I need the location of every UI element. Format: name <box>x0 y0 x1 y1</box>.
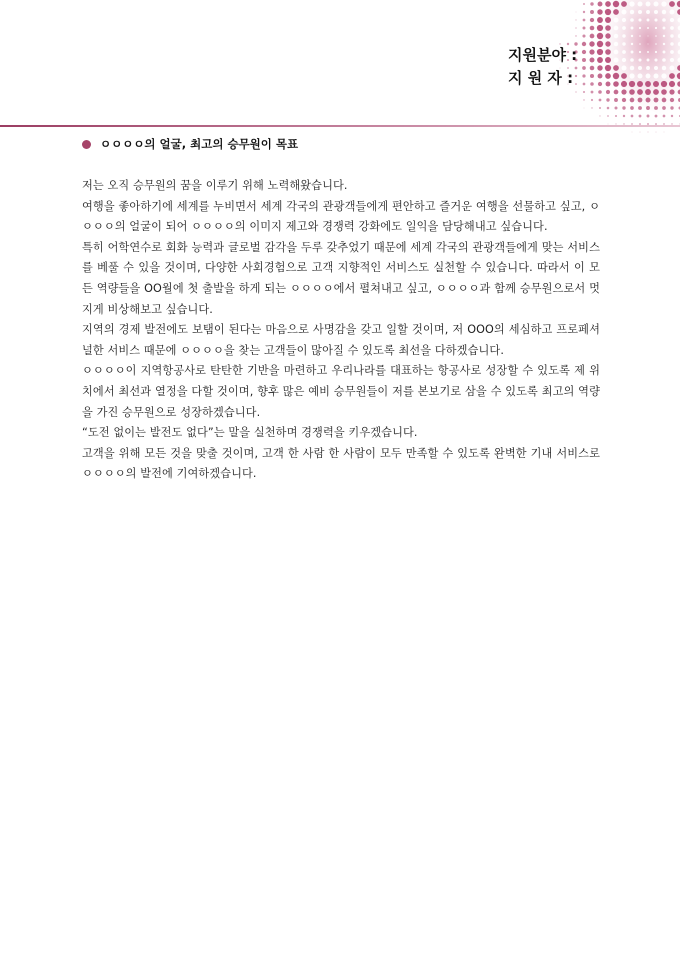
halftone-dot <box>670 26 674 30</box>
halftone-dot <box>661 81 667 87</box>
halftone-dot <box>663 115 666 118</box>
halftone-dot <box>606 82 611 87</box>
halftone-dot <box>605 1 611 7</box>
halftone-dot <box>646 98 651 103</box>
halftone-dot <box>621 1 627 7</box>
halftone-dot <box>663 43 665 45</box>
section-heading <box>82 136 298 152</box>
halftone-dot <box>614 42 618 46</box>
essay-body <box>82 176 600 485</box>
halftone-dot <box>591 91 594 94</box>
halftone-dot <box>575 19 576 20</box>
halftone-dot <box>646 106 650 110</box>
paragraph: 지역의 경제 발전에도 보탬이 된다는 마음으로 사명감을 갖고 일할 것이며, 저 OOO의 세심하고 프로페셔널한 서비스 때문에 ㅇㅇㅇㅇ을 찾는 고객들이 많아질 수 있도록 최선을 다하겠습니다. <box>82 323 600 357</box>
paragraph: 여행을 좋아하기에 세계를 누비면서 세계 각국의 관광객들에게 편안하고 즐거운 여행을 선물하고 싶고, ㅇㅇㅇㅇ의 얼굴이 되어 ㅇㅇㅇㅇ의 이미지 제고와 경쟁력 강화에도 일익을 담당해내고 싶습니다. <box>82 199 600 234</box>
halftone-dot <box>645 81 651 87</box>
halftone-dot <box>622 50 626 54</box>
halftone-dot <box>669 73 675 79</box>
halftone-dot <box>630 66 634 70</box>
halftone-dot <box>613 1 619 7</box>
halftone-dot <box>605 17 611 23</box>
halftone-dot <box>605 73 611 79</box>
halftone-dot <box>590 10 594 14</box>
halftone-dot <box>622 42 625 45</box>
halftone-dot <box>622 66 627 71</box>
halftone-dot <box>670 66 675 71</box>
halftone-dot <box>653 81 659 87</box>
halftone-dot <box>637 81 643 87</box>
halftone-dot <box>622 18 626 22</box>
header-divider <box>0 125 680 127</box>
halftone-dot <box>605 33 610 38</box>
halftone-dot <box>639 51 641 53</box>
halftone-dot <box>647 115 650 118</box>
halftone-dot <box>631 35 633 37</box>
halftone-dot <box>583 99 584 100</box>
halftone-dot <box>629 81 635 87</box>
halftone-dot <box>630 58 634 62</box>
applicant-header <box>508 44 577 90</box>
halftone-dot <box>655 115 658 118</box>
halftone-dot <box>655 43 657 45</box>
halftone-dot <box>661 89 667 95</box>
halftone-dot <box>605 49 611 55</box>
halftone-dot <box>613 65 619 71</box>
halftone-dot <box>582 42 586 46</box>
halftone-dot <box>655 51 657 53</box>
halftone-dot <box>576 12 577 13</box>
halftone-dot <box>630 98 635 103</box>
halftone-dot <box>629 89 635 95</box>
halftone-dot <box>582 34 585 37</box>
halftone-dot <box>590 74 594 78</box>
halftone-dot <box>670 34 673 37</box>
halftone-dot <box>597 25 603 31</box>
halftone-dot <box>613 17 618 22</box>
halftone-dot <box>655 35 657 37</box>
halftone-dot <box>598 90 602 94</box>
halftone-dot <box>639 115 642 118</box>
applicant-name-label: 지 원 자 : <box>508 69 574 87</box>
halftone-dot <box>597 9 602 14</box>
halftone-dot <box>669 81 675 87</box>
halftone-dot <box>614 98 618 102</box>
halftone-dot <box>622 34 625 37</box>
halftone-dot <box>590 66 595 71</box>
halftone-dot <box>630 10 634 14</box>
halftone-dot <box>662 10 666 14</box>
halftone-dot <box>622 98 626 102</box>
halftone-dot <box>654 98 659 103</box>
halftone-dot <box>654 66 658 70</box>
halftone-dot <box>664 132 665 133</box>
halftone-dot <box>646 66 650 70</box>
halftone-dot <box>599 107 601 109</box>
halftone-dot <box>590 2 593 5</box>
halftone-dot <box>631 27 634 30</box>
halftone-dot <box>605 25 611 31</box>
halftone-dot <box>597 17 603 23</box>
halftone-dot <box>654 18 657 21</box>
halftone-dot <box>630 18 634 22</box>
halftone-dot <box>670 42 673 45</box>
halftone-dot <box>584 108 585 109</box>
halftone-dot <box>575 91 576 92</box>
halftone-dot <box>590 82 594 86</box>
halftone-dot <box>622 58 626 62</box>
halftone-dot <box>631 51 634 54</box>
halftone-dot <box>629 73 634 78</box>
halftone-dot <box>670 106 673 109</box>
halftone-dot <box>597 49 603 55</box>
halftone-dot <box>638 2 643 7</box>
halftone-dot <box>589 41 594 46</box>
halftone-dot <box>582 58 586 62</box>
halftone-dot <box>638 106 642 110</box>
halftone-dot <box>654 58 657 61</box>
halftone-dot <box>582 50 586 54</box>
halftone-dot <box>622 106 625 109</box>
halftone-dot <box>597 33 603 39</box>
halftone-dot <box>648 132 649 133</box>
halftone-dot <box>638 74 643 79</box>
halftone-dot <box>654 10 658 14</box>
halftone-dot <box>663 27 666 30</box>
halftone-dot <box>582 74 585 77</box>
halftone-dot <box>646 74 651 79</box>
halftone-dot <box>648 36 649 37</box>
halftone-dot <box>671 115 673 117</box>
halftone-dot <box>638 10 642 14</box>
halftone-dot <box>646 2 651 7</box>
halftone-dot <box>599 115 600 116</box>
halftone-dot <box>647 51 649 53</box>
halftone-dot <box>655 27 657 29</box>
halftone-dot <box>646 10 650 14</box>
halftone-dot <box>598 2 603 7</box>
halftone-dot <box>662 66 666 70</box>
paragraph: 고객을 위해 모든 것을 맞출 것이며, 고객 한 사람 한 사람이 모두 만족할 수 있도록 완벽한 기내 서비스로 ㅇㅇㅇㅇ의 발전에 기여하겠습니다. <box>82 446 600 481</box>
halftone-dot <box>647 59 650 62</box>
field-label: 지원분야 : <box>508 46 578 64</box>
halftone-dot <box>590 58 595 63</box>
halftone-dot <box>583 19 586 22</box>
halftone-dot <box>632 132 633 133</box>
halftone-dot <box>654 2 659 7</box>
halftone-dot <box>614 34 618 38</box>
halftone-dot <box>663 51 666 54</box>
paragraph: ㅇㅇㅇㅇ이 지역항공사로 탄탄한 기반을 마련하고 우리나라를 대표하는 항공사로 성장할 수 있도록 제 위치에서 최선과 열정을 다할 것이며, 향후 많은 예비 승무원들이 저를 본보기로 삼을 수 있도록 최고의 역량을 가진 승무원으로 성장하겠습니다. <box>82 364 600 419</box>
halftone-dot <box>591 107 592 108</box>
halftone-dot <box>639 43 641 45</box>
halftone-dot <box>669 89 674 94</box>
halftone-dot <box>670 10 675 15</box>
halftone-dot <box>615 107 618 110</box>
halftone-dot <box>614 26 619 31</box>
paragraph: “도전 없이는 발전도 없다”는 말을 실천하며 경쟁력을 키우겠습니다. <box>82 426 418 440</box>
halftone-dot <box>597 65 602 70</box>
halftone-dot <box>598 74 603 79</box>
halftone-dot <box>662 58 666 62</box>
halftone-dot <box>590 18 594 22</box>
halftone-dot <box>645 89 651 95</box>
halftone-dot <box>606 98 609 101</box>
halftone-dot <box>639 35 641 37</box>
halftone-dot <box>583 3 585 5</box>
halftone-dot <box>583 83 586 86</box>
halftone-dot <box>662 18 666 22</box>
halftone-dot <box>663 35 665 37</box>
halftone-dot <box>613 81 619 87</box>
paragraph: 특히 어학연수로 회화 능력과 글로벌 감각을 두루 갖추었기 때문에 세계 각국의 관광객들에게 맞는 서비스를 베풀 수 있을 것이며, 다양한 사회경험으로 고객 지향적인 서비스도 실천할 수 있습니다. 따라서 이 모든 역량들을 OO월에 첫 출발을 하게 되는 ㅇㅇㅇㅇ에서 펼쳐내고 싶고, ㅇㅇㅇㅇ과 함께 승무원으로서 멋지게 비상해보고 싶습니다. <box>82 240 600 316</box>
halftone-dot <box>614 50 619 55</box>
halftone-dot <box>631 43 633 45</box>
halftone-dot <box>670 18 674 22</box>
halftone-dot <box>591 99 593 101</box>
paragraph: 저는 오직 승무원의 꿈을 이루기 위해 노력해왔습니다. <box>82 179 348 192</box>
halftone-dot <box>582 66 586 70</box>
halftone-dot <box>638 98 643 103</box>
halftone-dot <box>621 73 627 79</box>
halftone-dot <box>639 27 641 29</box>
halftone-dot <box>605 57 611 63</box>
halftone-dot <box>661 1 666 6</box>
halftone-dot <box>669 1 675 7</box>
halftone-dot <box>630 106 634 110</box>
halftone-dot <box>661 73 666 78</box>
section-title: ㅇㅇㅇㅇ의 얼굴, 최고의 승무원이 목표 <box>100 137 299 151</box>
halftone-dot <box>598 82 602 86</box>
halftone-dot <box>613 9 619 15</box>
halftone-dot <box>622 10 627 15</box>
halftone-dot <box>613 73 619 79</box>
halftone-dot <box>670 98 674 102</box>
halftone-dot <box>631 115 634 118</box>
halftone-dot <box>583 11 585 13</box>
halftone-dot <box>583 27 586 30</box>
bullet-icon <box>82 140 91 149</box>
halftone-dot <box>615 115 617 117</box>
halftone-dot <box>637 89 643 95</box>
halftone-dot <box>590 26 595 31</box>
halftone-dot <box>583 91 585 93</box>
halftone-dot <box>614 90 619 95</box>
halftone-dot <box>605 41 610 46</box>
halftone-dot <box>662 98 667 103</box>
halftone-dot <box>656 132 657 133</box>
halftone-dot <box>654 74 659 79</box>
halftone-dot <box>621 81 627 87</box>
halftone-dot <box>575 27 576 28</box>
halftone-dot <box>575 35 576 36</box>
halftone-dot <box>629 1 634 6</box>
halftone-dot <box>662 106 666 110</box>
halftone-dot <box>589 49 594 54</box>
halftone-dot <box>670 50 674 54</box>
halftone-dot <box>613 57 618 62</box>
halftone-dot <box>622 26 626 30</box>
halftone-dot <box>621 89 626 94</box>
halftone-dot <box>605 9 611 15</box>
halftone-dot <box>647 19 650 22</box>
halftone-dot <box>606 90 610 94</box>
halftone-dot <box>640 132 641 133</box>
halftone-dot <box>607 115 609 117</box>
halftone-dot <box>605 65 611 71</box>
halftone-dot <box>599 99 602 102</box>
halftone-dot <box>597 41 603 47</box>
halftone-dot <box>607 107 610 110</box>
halftone-dot <box>653 89 659 95</box>
halftone-dot <box>670 58 674 62</box>
halftone-dot <box>638 18 641 21</box>
halftone-dot <box>623 115 625 117</box>
halftone-dot <box>597 57 603 63</box>
halftone-dot <box>648 44 649 45</box>
halftone-dot <box>647 27 649 29</box>
halftone-dot <box>590 34 595 39</box>
halftone-dot <box>638 66 642 70</box>
halftone-dot <box>638 58 641 61</box>
halftone-dot <box>654 106 658 110</box>
